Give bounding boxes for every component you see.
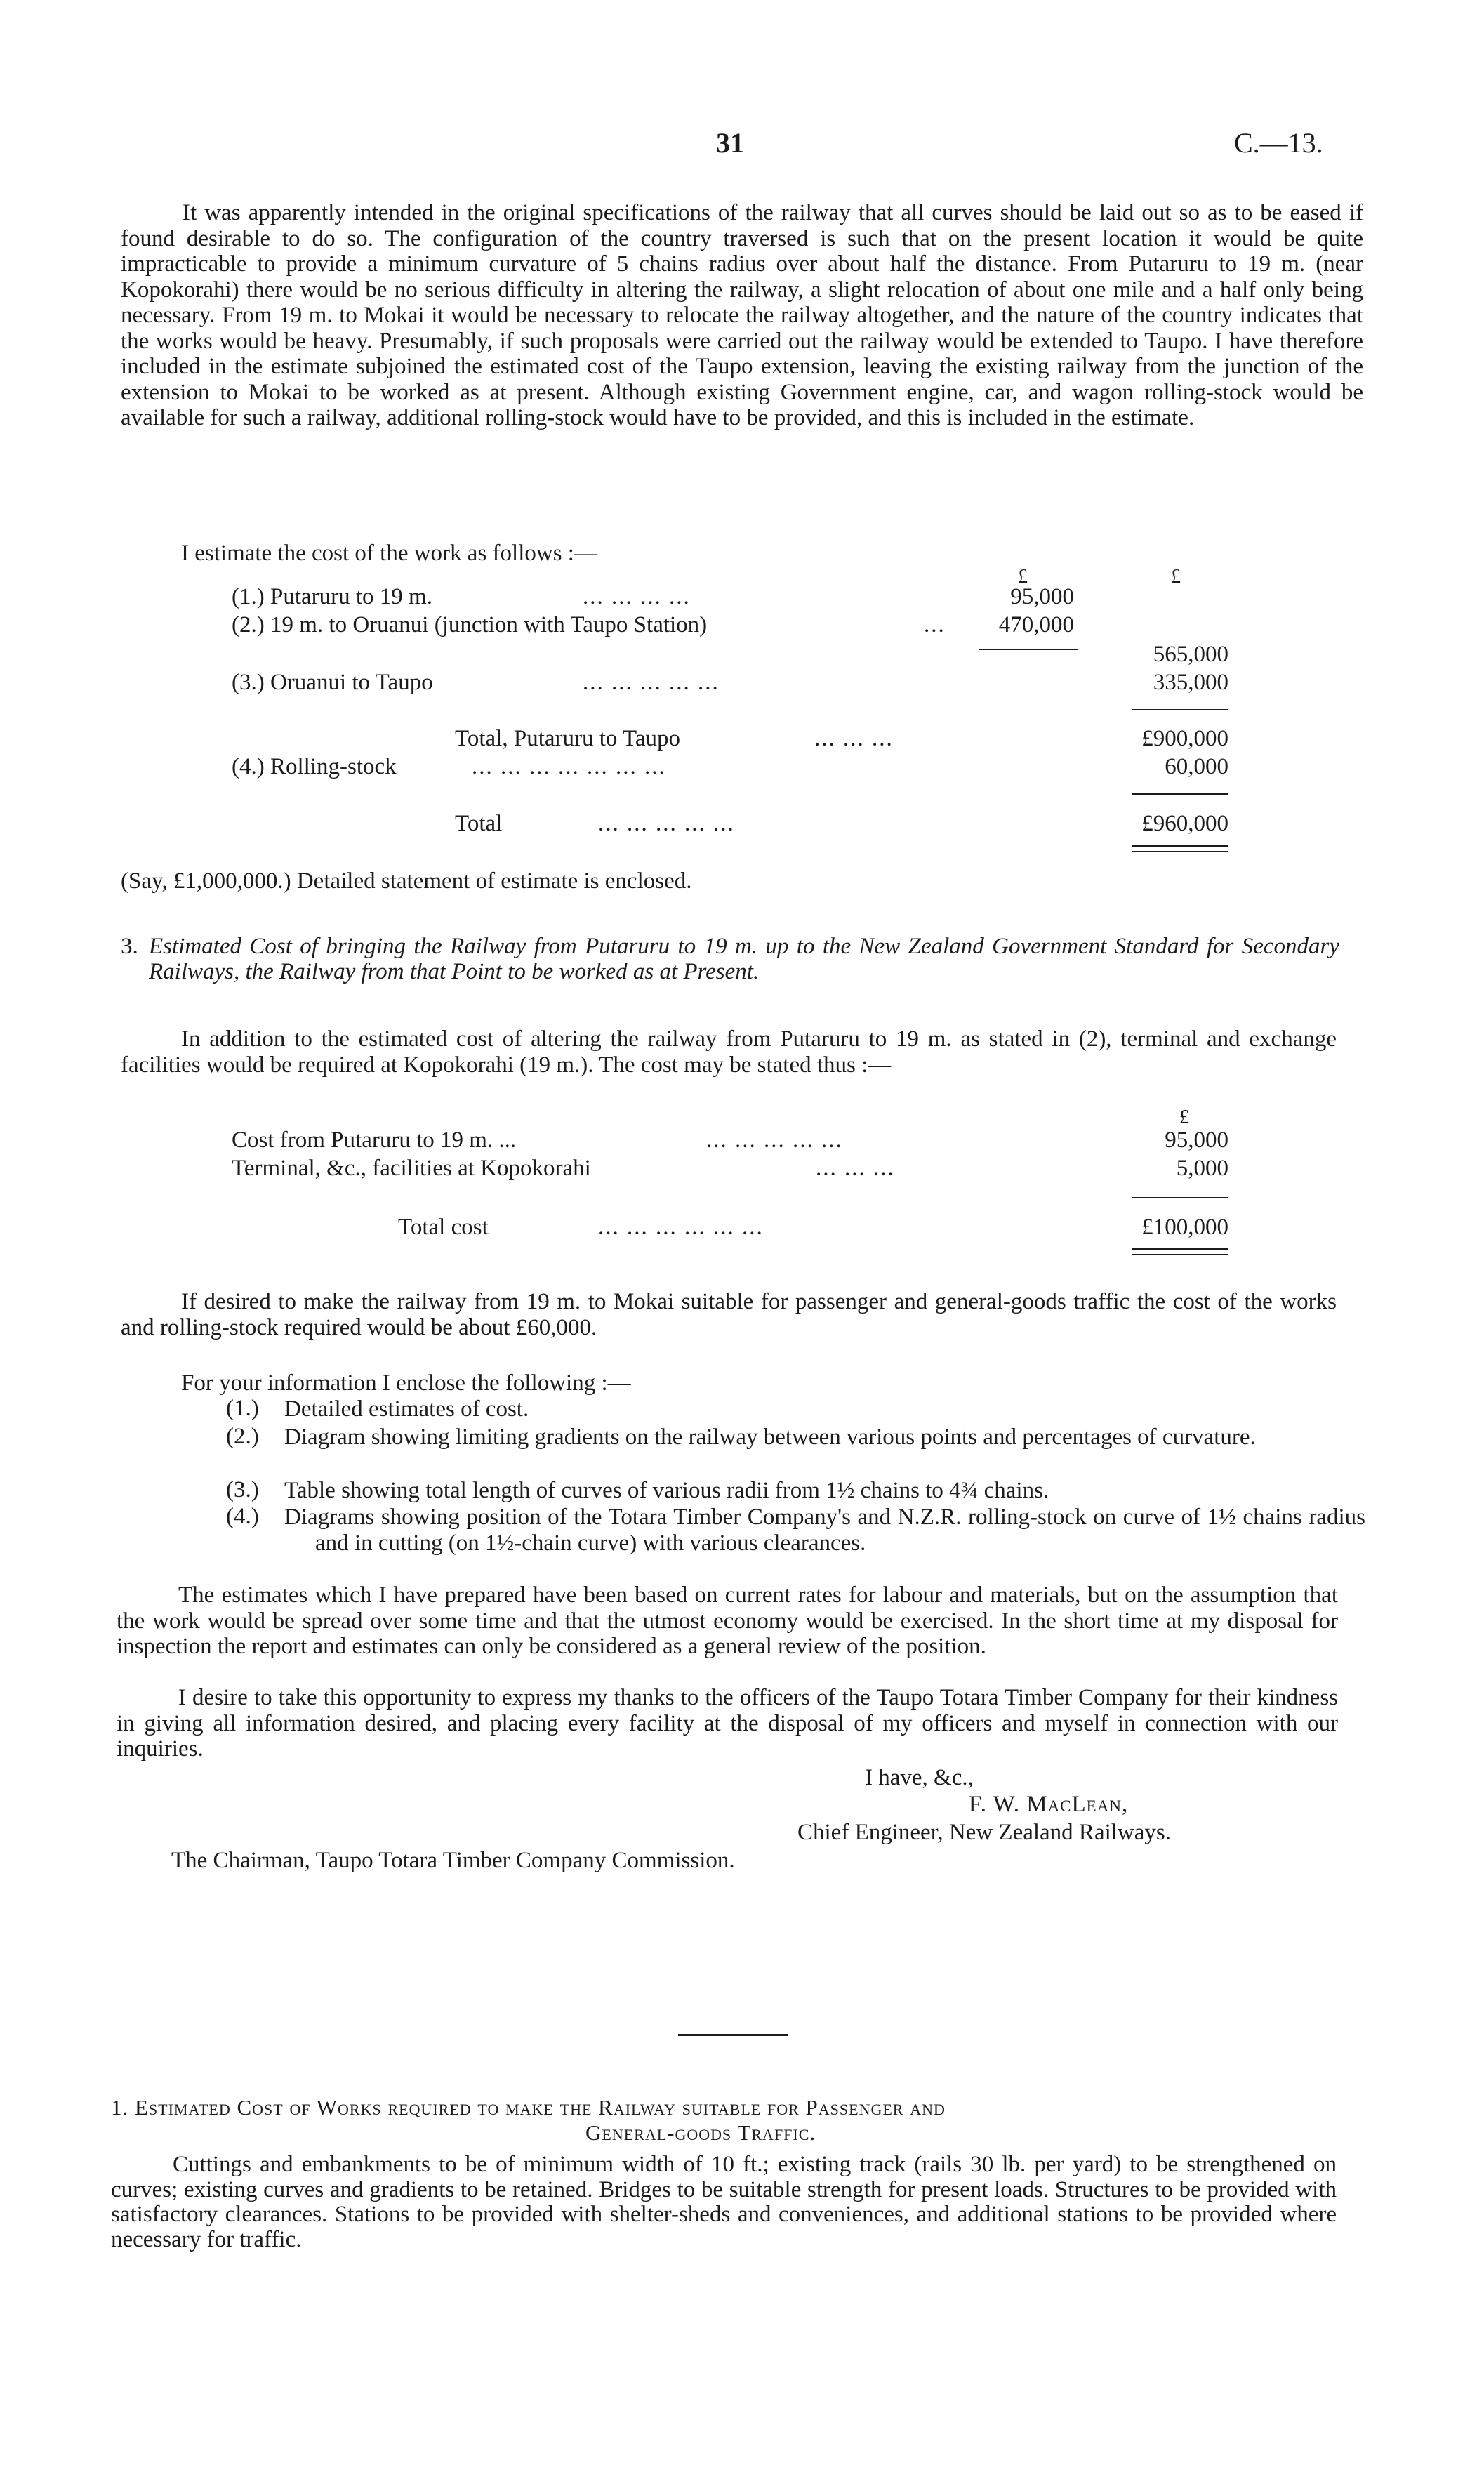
grand-total-double-rule xyxy=(1132,845,1228,852)
enclosures-intro: For your information I enclose the following :— xyxy=(181,1370,631,1396)
section3-paragraph: In addition to the estimated cost of altering the railway from Putaruru to 19 m. as stated in (2), terminal and exchange facilities would be required at Kopokorahi (19 m.). The cost may be stated thus :— xyxy=(121,1026,1337,1078)
page-number: 31 xyxy=(716,127,744,159)
subtotal-rule xyxy=(979,649,1078,650)
total-rule xyxy=(1132,1197,1228,1198)
mokai-paragraph: If desired to make the railway from 19 m. to Mokai suitable for passenger and general-goods traffic the cost of the works and rolling-stock required would be about £60,000. xyxy=(121,1289,1337,1340)
addressee: The Chairman, Taupo Totara Timber Company Commission. xyxy=(171,1848,735,1873)
document-reference: C.—13. xyxy=(1234,127,1323,159)
grand-total-double-rule xyxy=(1132,1248,1228,1255)
estimate-note: (Say, £1,000,000.) Detailed statement of estimate is enclosed. xyxy=(121,868,692,894)
col2-currency-header: £ xyxy=(1171,566,1181,588)
thanks-paragraph: I desire to take this opportunity to express my thanks to the officers of the Taupo Totara Timber Company for their kindness in giving all information desired, and placing every facility at the disposal of my officers and myself in connection with our inquiries. xyxy=(117,1685,1338,1761)
signature-closing: I have, &c., xyxy=(865,1765,974,1790)
section1-paragraph: Cuttings and embankments to be of minimum width of 10 ft.; existing track (rails 30 lb. per yard) to be strengthened on curves; existing curves and gradients to be retained. Bridges to be suitable strength for present loads. Structures to be provided with satisfactory clearances. Stations to be provided with shelter-sheds and conveniences, and additional stations to be provided where necessary for traffic. xyxy=(111,2152,1337,2252)
section1-heading-line1: 1. Estimated Cost of Works required to make the Railway suitable for Passenger and xyxy=(111,2095,946,2120)
estimates-paragraph: The estimates which I have prepared have been based on current rates for labour and materials, but on the assumption that the work would be spread over some time and that the utmost economy would be exercised. In the short time at my disposal for inspection the report and estimates can only be considered as a general review of the position. xyxy=(117,1582,1338,1659)
col1-currency-header: £ xyxy=(1018,566,1028,588)
intro-paragraph: It was apparently intended in the original specifications of the railway that all curves should be laid out so as to be eased if found desirable to do so. The configuration of the country traversed is such that on the present location it would be quite impracticable to provide a minimum curvature of 5 chains radius over about half the distance. From Putaruru to 19 m. (near Kopokorahi) there would be no serious difficulty in altering the railway, a slight relocation of about one mile and a half only being necessary. From 19 m. to Mokai it would be necessary to relocate the railway altogether, and the nature of the country indicates that the works would be heavy. Presumably, if such proposals were carried out the railway would be extended to Taupo. I have therefore included in the estimate subjoined the estimated cost of the Taupo extension, leaving the existing railway from the junction of the extension to Mokai to be worked as at present. Although existing Government engine, car, and wagon rolling-stock would be available for such a railway, additional rolling-stock would have to be provided, and this is included in the estimate. xyxy=(121,200,1363,430)
section3-number: 3. xyxy=(121,934,138,959)
section3-heading: Estimated Cost of bringing the Railway from Putaruru to 19 m. up to the New Zealand Government Standard for Secondary Railways, the Railway from that Point to be worked as at Present. xyxy=(149,934,1339,984)
cost-currency-header: £ xyxy=(1179,1106,1189,1128)
section-divider xyxy=(678,2034,788,2036)
section1-heading-line2: General-goods Traffic. xyxy=(585,2120,816,2145)
signature-name: F. W. MacLean, xyxy=(969,1792,1129,1817)
total-rule xyxy=(1132,793,1228,795)
signature-title: Chief Engineer, New Zealand Railways. xyxy=(797,1820,1171,1845)
document-page: 31 C.—13. It was apparently intended in the original specifications of the railway that all curves should be laid out so as to be eased if found desirable to do so. The configuration of the country traversed is such that on the present location it would be quite impracticable to provide a minimum curvature of 5 chains radius over about half the distance. From Putaruru to 19 m. (near Kopokorahi) there would be no serious difficulty in altering the railway, a slight relocation of about one mile and a half only being necessary. From 19 m. to Mokai it would be necessary to relocate the railway altogether, and the nature of the country indicates that the works would be heavy. Presumably, if such proposals were carried out the railway would be extended to Taupo. I have therefore included in the estimate subjoined the estimated cost of the Taupo extension, leaving the existing railway from the junction of the extension to Mokai to be worked as at present. Although existing Government engine, car, and wagon rolling-stock would be available for such a railway, additional rolling-stock would have to be provided, and this is included in the estimate. I estimate the cost of the work as follows :— £ £ (1.) Putaruru to 19 m. ... ... ... ... 95,000 (2.) 19 m. to Oruanui (junction with Taupo Station) ... 470,000 565,000 (3.) Oruanui to Taupo ... ... ... ... ... 335,000 Total, Putaruru to Taupo ... ... ... £900,000 (4.) Rolling-stock ... ... ... ... ... ... ... 60,000 Total ... ... ... ... ... £960,000 (Say, £1,000,000.) Detailed statement of estimate is enclosed. 3. Estimated Cost of bringing the Railway from Putaruru to 19 m. up to the New Zealand Government Standard for Secondary Railways, the Railway from that Point to be worked as at Present. In addition to the estimated cost of altering the railway from Putaruru to 19 m. as stated in (2), terminal and exchange facilities would be required at Kopokorahi (19 m.). The cost may be stated thus :— £ Cost from Putaruru to 19 m. ... ... ... ... ... ... 95,000 Terminal, &c., facilities at Kopokorahi ... ... ... 5,000 Total cost ... ... ... ... ... ... £100,000 If desired to make the railway from 19 m. to Mokai suitable for passenger and general-goods traffic the cost of the works and rolling-stock required would be about £60,000. For your information I enclose the following :— (1.) Detailed estimates of cost. (2.) Diagram showing limiting gradients on the railway between various points and percentages of curvature. (3.) Table showing total length of curves of various radii from 1½ chains to 4¾ chains. (4.) Diagrams showing position of the Totara Timber Company's and N.Z.R. rolling-stock on curve of 1½ chains radius and in cutting (on 1½-chain curve) with various clearances. The estimates which I have prepared have been based on current rates for labour and materials, but on the assumption that the work would be spread over some time and that the utmost economy would be exercised. In the short time at my disposal for inspection the report and estimates can only be considered as a general review of the position. I desire to take this opportunity to express my thanks to the officers of the Taupo Totara Timber Company for their kindness in giving all information desired, and placing every facility at the disposal of my officers and myself in connection with our inquiries. I have, &c., F. W. MacLean, Chief Engineer, New Zealand Railways. The Chairman, Taupo Totara Timber Company Commission. 1. Estimated Cost of Works required to make the Railway suitable for Passenger and General-goods Traffic. Cuttings and embankments to be of minimum width of 10 ft.; existing track (rails 30 lb. per yard) to be strengthened on curves; existing curves and gradients to be retained. Bridges to be suitable strength for present loads. Structures to be provided with satisfactory clearances. Stations to be provided with shelter-sheds and conveniences, and additional stations to be provided where necessary for traffic. xyxy=(111,127,1365,2252)
estimate-intro-line: I estimate the cost of the work as follows :— xyxy=(181,541,597,566)
total-rule xyxy=(1132,709,1228,710)
